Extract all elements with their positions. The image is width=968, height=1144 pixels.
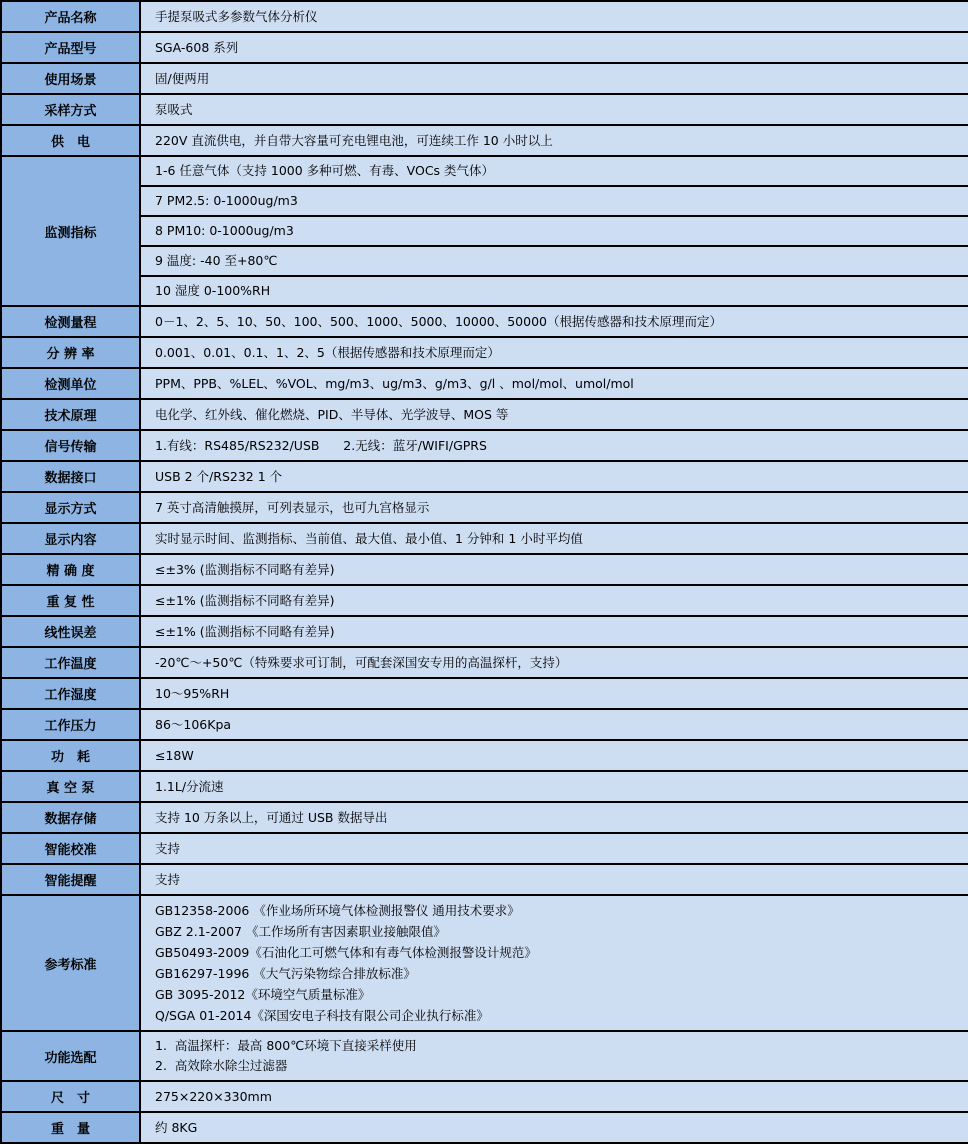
table-row (1, 32, 968, 63)
spec-value: 1-6 任意气体（支持 1000 多种可燃、有毒、VOCs 类气体） (140, 156, 968, 186)
table-row (1, 740, 968, 771)
spec-label: 工作湿度 (1, 678, 140, 709)
spec-label: 检测单位 (1, 368, 140, 399)
spec-value-line: 1. 高温探杆：最高 800℃环境下直接采样使用 (155, 1038, 417, 1053)
spec-value-line: GB12358-2006 《作业场所环境气体检测报警仪 通用技术要求》 (155, 903, 520, 918)
spec-value: 固/便两用 (140, 63, 968, 94)
spec-value: 8 PM10: 0-1000ug/m3 (140, 216, 968, 246)
spec-label: 使用场景 (1, 63, 140, 94)
table-row (1, 1112, 968, 1143)
spec-value: 手提泵吸式多参数气体分析仪 (140, 1, 968, 32)
table-row (1, 337, 968, 368)
spec-label: 数据存储 (1, 802, 140, 833)
spec-value: 7 英寸高清触摸屏，可列表显示，也可九宫格显示 (140, 492, 968, 523)
spec-value-line: GB16297-1996 《大气污染物综合排放标准》 (155, 966, 416, 981)
spec-label: 线性误差 (1, 616, 140, 647)
spec-label: 参考标准 (1, 895, 140, 1031)
spec-value: USB 2 个/RS232 1 个 (140, 461, 968, 492)
spec-value: 1.1L/分流速 (140, 771, 968, 802)
spec-value: 实时显示时间、监测指标、当前值、最大值、最小值、1 分钟和 1 小时平均值 (140, 523, 968, 554)
spec-value: 9 温度: -40 至+80℃ (140, 246, 968, 276)
spec-value: 泵吸式 (140, 94, 968, 125)
table-row (1, 833, 968, 864)
spec-label: 智能校准 (1, 833, 140, 864)
table-row (1, 1, 968, 32)
table-row (1, 306, 968, 337)
spec-value: 7 PM2.5: 0-1000ug/m3 (140, 186, 968, 216)
spec-value (140, 1031, 968, 1081)
spec-value: -20℃～+50℃（特殊要求可订制，可配套深国安专用的高温探杆，支持） (140, 647, 968, 678)
table-row (1, 186, 968, 216)
table-row (1, 492, 968, 523)
table-row (1, 246, 968, 276)
table-row (1, 216, 968, 246)
spec-value-line: GBZ 2.1-2007 《工作场所有害因素职业接触限值》 (155, 924, 446, 939)
spec-label: 检测量程 (1, 306, 140, 337)
table-row (1, 864, 968, 895)
spec-table-body (1, 1, 968, 1143)
spec-label: 产品型号 (1, 32, 140, 63)
table-row (1, 399, 968, 430)
spec-value-line: GB50493-2009《石油化工可燃气体和有毒气体检测报警设计规范》 (155, 945, 537, 960)
table-row (1, 368, 968, 399)
spec-label: 监测指标 (1, 156, 140, 306)
table-row (1, 554, 968, 585)
spec-value: 0.001、0.01、0.1、1、2、5（根据传感器和技术原理而定） (140, 337, 968, 368)
table-row (1, 709, 968, 740)
spec-label: 精 确 度 (1, 554, 140, 585)
table-row (1, 802, 968, 833)
spec-value: 支持 (140, 864, 968, 895)
table-row (1, 678, 968, 709)
spec-label: 显示内容 (1, 523, 140, 554)
spec-value: 10 湿度 0-100%RH (140, 276, 968, 306)
spec-label: 重 量 (1, 1112, 140, 1143)
spec-value: 约 8KG (140, 1112, 968, 1143)
table-row (1, 430, 968, 461)
table-row (1, 1031, 968, 1081)
spec-value: 275×220×330mm (140, 1081, 968, 1112)
table-row (1, 895, 968, 1031)
table-row (1, 1081, 968, 1112)
spec-value: 86～106Kpa (140, 709, 968, 740)
table-row (1, 276, 968, 306)
spec-value: 电化学、红外线、催化燃烧、PID、半导体、光学波导、MOS 等 (140, 399, 968, 430)
table-row (1, 585, 968, 616)
table-row (1, 771, 968, 802)
spec-value: 0－1、2、5、10、50、100、500、1000、5000、10000、50000（根据传感器和技术原理而定） (140, 306, 968, 337)
table-row (1, 63, 968, 94)
spec-label: 产品名称 (1, 1, 140, 32)
spec-value: 10～95%RH (140, 678, 968, 709)
spec-label: 功 耗 (1, 740, 140, 771)
spec-value: SGA-608 系列 (140, 32, 968, 63)
spec-label: 工作温度 (1, 647, 140, 678)
spec-value: ≤±1% (监测指标不同略有差异) (140, 616, 968, 647)
spec-value: ≤18W (140, 740, 968, 771)
spec-label: 显示方式 (1, 492, 140, 523)
spec-value: ≤±1% (监测指标不同略有差异) (140, 585, 968, 616)
spec-label: 采样方式 (1, 94, 140, 125)
spec-label: 信号传输 (1, 430, 140, 461)
table-row (1, 616, 968, 647)
spec-label: 数据接口 (1, 461, 140, 492)
spec-value-line: Q/SGA 01-2014《深国安电子科技有限公司企业执行标准》 (155, 1008, 489, 1023)
spec-label: 分 辨 率 (1, 337, 140, 368)
table-row (1, 461, 968, 492)
spec-label: 技术原理 (1, 399, 140, 430)
spec-label: 真 空 泵 (1, 771, 140, 802)
spec-value-line: 2. 高效除水除尘过滤器 (155, 1058, 288, 1073)
spec-label: 智能提醒 (1, 864, 140, 895)
table-row (1, 156, 968, 186)
spec-value (140, 895, 968, 1031)
spec-label: 重 复 性 (1, 585, 140, 616)
spec-label: 工作压力 (1, 709, 140, 740)
spec-label: 功能选配 (1, 1031, 140, 1081)
spec-value: PPM、PPB、%LEL、%VOL、mg/m3、ug/m3、g/m3、g/l 、mol/mol、umol/mol (140, 368, 968, 399)
table-row (1, 523, 968, 554)
spec-label: 供 电 (1, 125, 140, 156)
table-row (1, 125, 968, 156)
spec-value: 支持 (140, 833, 968, 864)
spec-value: 1.有线：RS485/RS232/USB 2.无线：蓝牙/WIFI/GPRS (140, 430, 968, 461)
table-row (1, 94, 968, 125)
spec-label: 尺 寸 (1, 1081, 140, 1112)
spec-value: ≤±3% (监测指标不同略有差异) (140, 554, 968, 585)
table-row (1, 647, 968, 678)
spec-value-line: GB 3095-2012《环境空气质量标准》 (155, 987, 371, 1002)
spec-value: 支持 10 万条以上，可通过 USB 数据导出 (140, 802, 968, 833)
spec-value: 220V 直流供电，并自带大容量可充电锂电池，可连续工作 10 小时以上 (140, 125, 968, 156)
